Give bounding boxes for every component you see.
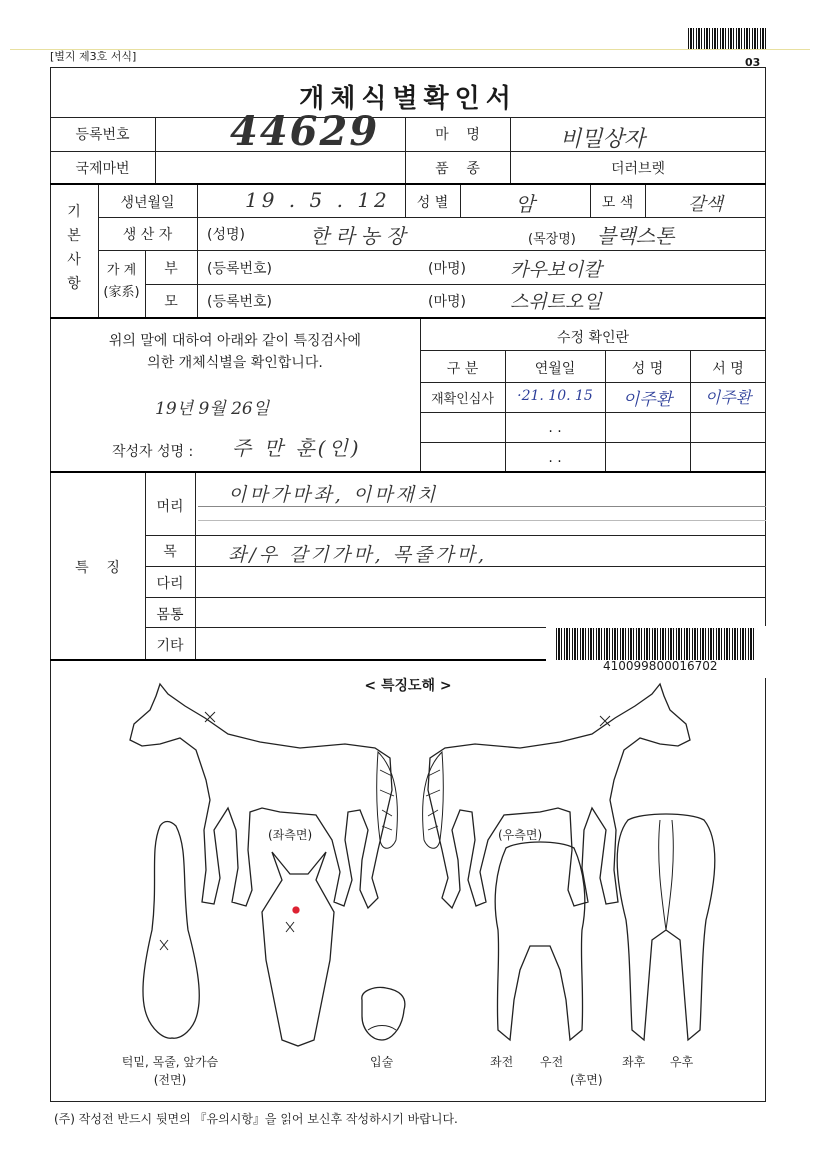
dam-name-label: (마명) xyxy=(428,294,466,310)
sire-name-label: (마명) xyxy=(428,261,466,277)
dam-reg-label: (등록번호) xyxy=(207,294,273,310)
horse-name-label: 마 명 xyxy=(435,127,480,143)
confirm-date: 19년 9월 26일 xyxy=(155,399,270,419)
left-side-horse xyxy=(130,684,397,908)
col-sign: 서 명 xyxy=(712,361,744,377)
statement-line2: 의한 개체식별을 확인합니다. xyxy=(147,355,323,371)
head-value: 이마가마좌, 이마재치 xyxy=(228,484,439,506)
row2-date: . . xyxy=(548,420,562,436)
head-label: 머리 xyxy=(156,499,184,515)
front-caption1: 턱밑, 목줄, 앞가슴 xyxy=(121,1055,219,1069)
front-neck-view xyxy=(143,822,199,1039)
breeder-name-value: 한라농장 xyxy=(310,224,412,248)
col-date: 연월일 xyxy=(534,361,576,377)
breeder-label: 생 산 자 xyxy=(122,227,173,243)
rear-caption: (후면) xyxy=(570,1073,603,1087)
birth-value: 19 . 5 . 12 xyxy=(245,188,391,212)
rear-view xyxy=(617,814,715,1040)
breeder-name-label: (성명) xyxy=(207,227,245,243)
right-side-horse xyxy=(423,684,690,908)
neck-label: 목 xyxy=(163,544,177,560)
basic-section-label: 기 본 사 항 xyxy=(67,204,81,292)
document-title: 개체식별확인서 xyxy=(299,84,517,114)
sire-reg-label: (등록번호) xyxy=(207,261,273,277)
dam-label: 모 xyxy=(164,294,178,310)
other-label: 기타 xyxy=(156,638,184,654)
row1-sign: 이주환 xyxy=(704,388,752,407)
revision-title: 수정 확인란 xyxy=(556,330,630,346)
breed-label: 품 종 xyxy=(435,161,480,177)
diagram-title: < 특징도해 > xyxy=(364,678,452,694)
color-value: 갈색 xyxy=(688,194,723,215)
row3-date: . . xyxy=(548,450,562,466)
breed-value: 더러브렛 xyxy=(610,161,666,177)
lips-view xyxy=(362,988,405,1041)
sire-name-value: 카우보이칼 xyxy=(510,259,602,281)
footer-note: (주) 작성전 반드시 뒷면의 『유의시항』을 읽어 보신후 작성하시기 바랍니다. xyxy=(54,1112,458,1126)
form-label: [별지 제3호 서식] xyxy=(50,50,137,63)
leg-label: 다리 xyxy=(156,576,184,592)
barcode-number: 410099800016702 xyxy=(603,659,718,673)
sex-value: 암 xyxy=(515,192,535,216)
intl-name-label: 국제마번 xyxy=(75,161,130,177)
sex-label: 성 별 xyxy=(416,195,449,211)
birth-label: 생년월일 xyxy=(120,195,175,211)
right-side-caption: (우측면) xyxy=(498,828,543,842)
statement-line1: 위의 말에 대하여 아래와 같이 특징검사에 xyxy=(108,333,362,349)
left-front-caption: 좌전 xyxy=(490,1055,514,1069)
writer-label: 작성자 성명 : xyxy=(112,444,194,460)
row1-date: ·21. 10. 15 xyxy=(517,388,593,404)
farm-label: (목장명) xyxy=(528,232,576,247)
col-name: 성 명 xyxy=(631,361,664,377)
reg-no-value: 44629 xyxy=(230,108,380,155)
reg-no-label: 등록번호 xyxy=(75,127,130,143)
right-rear-caption: 우후 xyxy=(670,1055,694,1069)
row1-type: 재확인심사 xyxy=(431,392,494,407)
page-number: 03 xyxy=(745,56,761,69)
dam-name-value: 스위트오일 xyxy=(510,291,602,313)
neck-value: 좌/우 갈기가마, 목줄가마, xyxy=(228,544,488,566)
features-section-label: 특 징 xyxy=(75,560,120,576)
horse-name-value: 비밀상자 xyxy=(560,127,646,152)
right-front-caption: 우전 xyxy=(540,1055,564,1069)
left-rear-caption: 좌후 xyxy=(622,1055,646,1069)
col-type: 구 분 xyxy=(446,361,479,377)
writer-value: 주 만 훈(인) xyxy=(232,436,362,460)
body-label: 몸통 xyxy=(156,607,184,623)
row1-name: 이주환 xyxy=(622,390,673,410)
left-side-caption: (좌측면) xyxy=(268,828,313,842)
farm-value: 블랙스톤 xyxy=(597,224,675,248)
front-caption2: (전면) xyxy=(153,1073,187,1087)
head-front-view xyxy=(262,852,334,1046)
lips-caption: 입술 xyxy=(370,1055,394,1069)
front-legs-view xyxy=(495,842,585,1040)
family-label: 가 계 (家系) xyxy=(103,263,140,300)
color-label: 모 색 xyxy=(601,195,634,211)
sire-label: 부 xyxy=(164,261,178,277)
